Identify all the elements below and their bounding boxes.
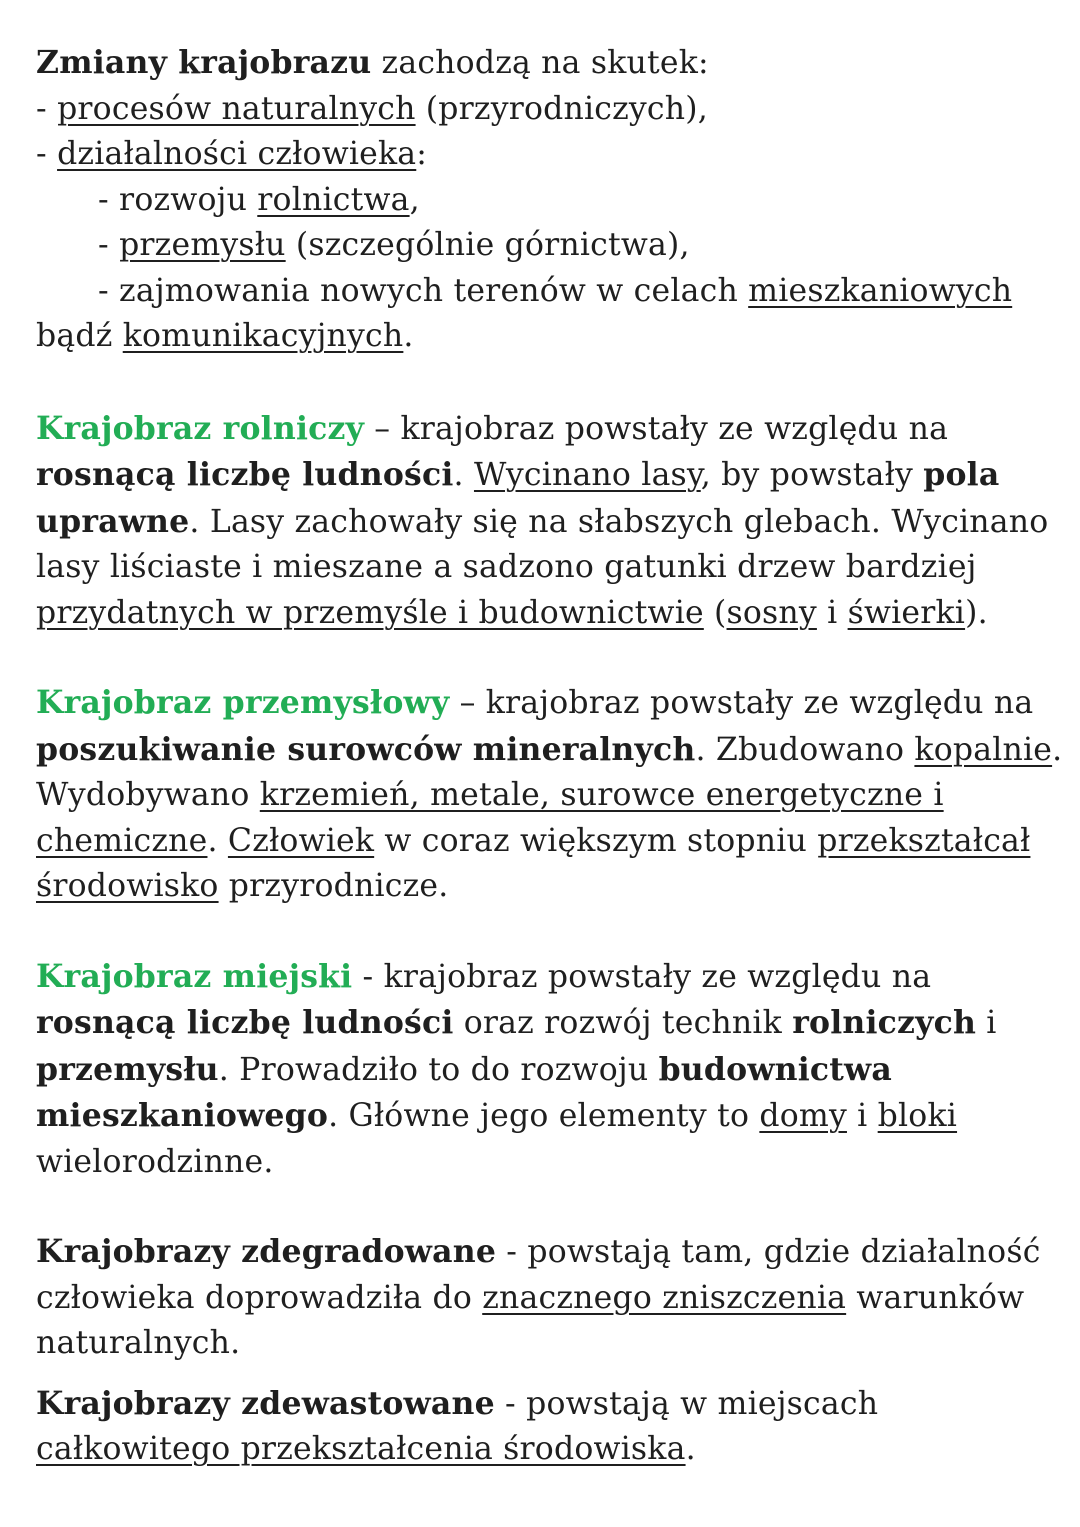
urban-line-3: [36, 1047, 1051, 1094]
industrial-line-5: [36, 864, 1051, 910]
agricultural-line-1: [36, 406, 1051, 453]
text: – krajobraz powstały ze względu na: [449, 685, 1034, 721]
underlined-term: procesów naturalnych: [57, 90, 416, 127]
text: . Lasy zachowały się na słabszych glebach. Wycinano: [189, 503, 1049, 540]
text: .: [207, 822, 228, 859]
intro-subitem-land-use-cont: [36, 314, 1051, 360]
text: i: [816, 594, 848, 631]
underlined-term: mieszkaniowych: [748, 272, 1013, 309]
intro-item-human: [36, 132, 1051, 178]
notes-page: [36, 40, 1063, 1473]
bold-term: rosnącą liczbę ludności: [36, 456, 454, 493]
text: - rozwoju: [98, 181, 258, 218]
agricultural-line-4: [36, 545, 1051, 591]
text: - powstają w miejscach: [494, 1385, 879, 1422]
bold-term: uprawne: [36, 502, 190, 540]
section-heading: Krajobraz rolniczy: [36, 409, 365, 447]
text: . Główne jego elementy to: [328, 1098, 760, 1134]
text: warunków: [846, 1279, 1025, 1316]
text: bądź: [36, 318, 123, 354]
text: i: [976, 1005, 997, 1041]
bold-term: przemysłu: [36, 1050, 219, 1088]
text: . Zbudowano: [695, 731, 915, 768]
industrial-line-4: [36, 819, 1051, 865]
text: – krajobraz powstały ze względu na: [364, 410, 949, 447]
section-heading: Krajobrazy zdegradowane: [36, 1233, 497, 1270]
section-industrial: [36, 680, 1063, 910]
urban-line-2: [36, 1000, 1051, 1047]
text: , by powstały: [700, 457, 924, 493]
industrial-line-3: [36, 773, 1051, 819]
text: .: [453, 457, 474, 493]
text: (szczególnie górnictwa),: [285, 227, 690, 263]
underlined-term: krzemień, metale, surowce energetyczne i: [259, 777, 944, 813]
text: lasy liściaste i mieszane a sadzono gatunki drzew bardziej: [36, 549, 977, 585]
urban-line-5: [36, 1140, 1051, 1186]
underlined-term: całkowitego przekształcenia środowiska: [36, 1431, 686, 1467]
underlined-term: chemiczne: [36, 822, 208, 859]
bold-term: pola: [923, 456, 1000, 493]
agricultural-line-2: [36, 452, 1051, 499]
section-heading: Krajobraz przemysłowy: [36, 684, 450, 721]
text: (: [703, 594, 727, 631]
text: -: [98, 227, 120, 263]
section-agricultural: [36, 406, 1051, 637]
degraded-line-1: [36, 1229, 1051, 1276]
intro-section: [36, 40, 1051, 360]
section-degraded: [36, 1229, 1051, 1367]
section-heading: Krajobrazy zdewastowane: [36, 1384, 495, 1422]
underlined-term: bloki: [877, 1098, 958, 1134]
bold-term: rolniczych: [792, 1004, 977, 1041]
bold-term: poszukiwanie surowców mineralnych: [36, 730, 696, 768]
text: ).: [965, 594, 988, 631]
text: - powstają tam, gdzie działalność: [496, 1234, 1041, 1270]
underlined-term: rolnictwa: [257, 181, 410, 218]
bold-term: rosnącą liczbę ludności: [36, 1004, 454, 1041]
section-urban: [36, 954, 1051, 1186]
text: .: [685, 1431, 696, 1467]
underlined-term: domy: [759, 1098, 847, 1134]
text: przyrodnicze.: [218, 868, 449, 904]
underlined-term: przekształcał: [817, 822, 1031, 859]
agricultural-line-5: [36, 591, 1051, 637]
text: w coraz większym stopniu: [374, 822, 818, 859]
urban-line-4: [36, 1093, 1051, 1140]
text: oraz rozwój technik: [453, 1005, 793, 1041]
intro-title: Zmiany krajobrazu: [36, 44, 372, 81]
text: ,: [409, 181, 420, 218]
bullet: -: [36, 136, 58, 172]
section-heading: Krajobraz miejski: [36, 957, 353, 995]
intro-line-1: [36, 40, 1051, 87]
text: - krajobraz powstały ze względu na: [352, 958, 932, 995]
bold-term: mieszkaniowego: [36, 1097, 329, 1134]
intro-title-rest: zachodzą na skutek:: [371, 45, 709, 81]
text: człowieka doprowadziła do: [36, 1279, 483, 1316]
devastated-line-1: [36, 1381, 1051, 1428]
section-devastated: [36, 1381, 1051, 1473]
intro-subitem-industry: [36, 223, 1051, 269]
text: Wydobywano: [36, 777, 260, 813]
underlined-term: Wycinano lasy: [473, 457, 701, 493]
text: . Prowadziło to do rozwoju: [218, 1051, 659, 1088]
intro-item-natural: [36, 87, 1051, 133]
text: .: [1052, 731, 1063, 768]
text: - zajmowania nowych terenów w celach: [98, 272, 749, 309]
text: .: [403, 318, 414, 354]
underlined-term: komunikacyjnych: [122, 318, 404, 354]
text: :: [416, 136, 428, 172]
underlined-term: Człowiek: [227, 822, 375, 859]
underlined-term: znacznego zniszczenia: [482, 1279, 847, 1316]
underlined-term: sosny: [726, 594, 817, 631]
industrial-line-2: [36, 727, 1063, 774]
bullet: -: [36, 90, 58, 127]
underlined-term: przemysłu: [119, 227, 286, 263]
urban-line-1: [36, 954, 1051, 1001]
degraded-line-3: [36, 1321, 1051, 1367]
text: i: [846, 1098, 878, 1134]
underlined-term: środowisko: [36, 868, 219, 904]
degraded-line-2: [36, 1276, 1051, 1322]
underlined-term: kopalnie: [914, 731, 1053, 768]
intro-subitem-land-use: [36, 269, 1051, 315]
text: wielorodzinne.: [36, 1143, 274, 1180]
underlined-term: działalności człowieka: [57, 136, 417, 172]
devastated-line-2: [36, 1427, 1051, 1473]
bold-term: budownictwa: [658, 1050, 892, 1088]
underlined-term: świerki: [847, 594, 966, 631]
underlined-term: przydatnych w przemyśle i budownictwie: [36, 594, 704, 631]
agricultural-line-3: [36, 499, 1051, 546]
text: (przyrodniczych),: [415, 90, 708, 127]
industrial-line-1: [36, 680, 1051, 727]
text: naturalnych.: [36, 1325, 241, 1361]
intro-subitem-agriculture: [36, 178, 1051, 224]
